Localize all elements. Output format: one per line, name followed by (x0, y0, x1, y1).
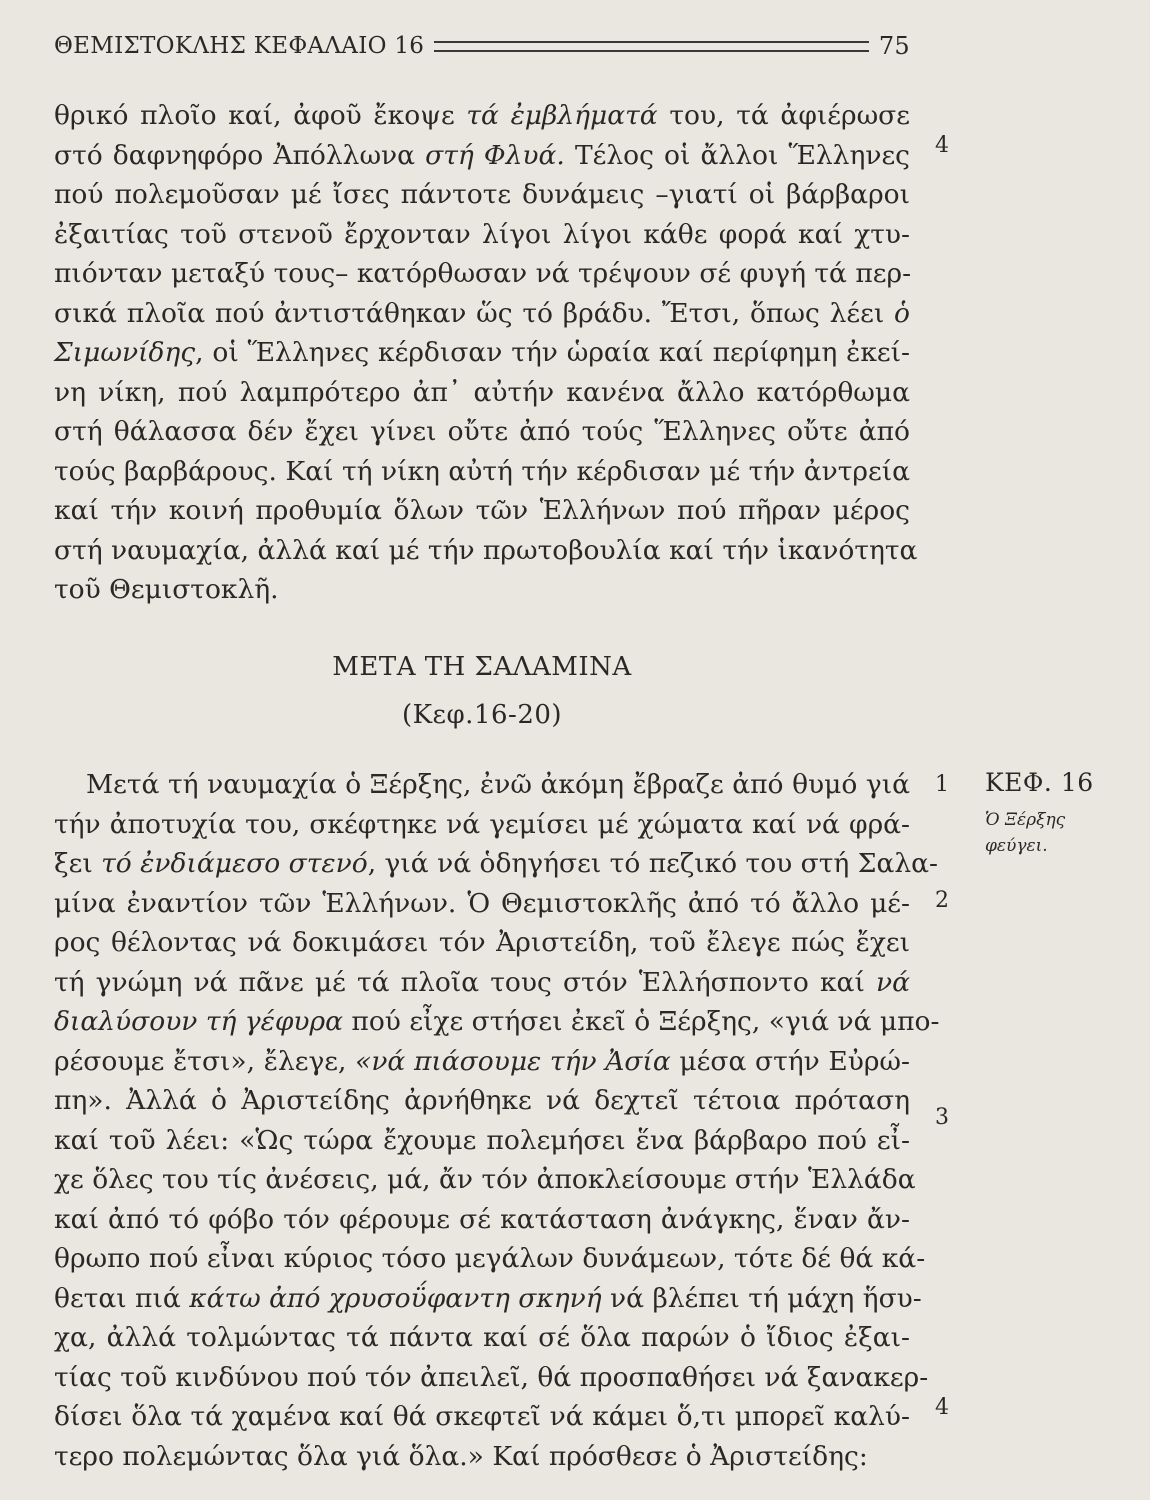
text-run: καί τήν κοινή προθυμία ὅλων τῶν Ἑλλήνων πού πῆραν μέρος (54, 495, 910, 526)
text-run: , γιά νά ὁδηγήσει τό πεζικό του στή Σαλα- (367, 848, 939, 879)
margin-line-number: 4 (935, 133, 949, 158)
text-line (54, 1318, 910, 1358)
text-run: τερο πολεμώντας ὅλα γιά ὅλα.» Καί πρόσθεσε ὁ Ἀριστείδης: (54, 1440, 868, 1472)
text-run: πιόνταν μεταξύ τους– κατόρθωσαν νά τρέψουν σέ φυγή τά περ- (54, 258, 912, 289)
text-line (54, 923, 910, 963)
text-run: τή γνώμη νά πᾶνε μέ τά πλοῖα τους στόν Ἑλλήσποντο καί (54, 966, 876, 998)
text-line (54, 294, 910, 334)
text-run: τούς βαρβάρους. Καί τή νίκη αὐτή τήν κέρδισαν μέ τήν ἀντρεία (54, 455, 910, 487)
text-line (54, 531, 918, 571)
text-run: , οἱ Ἕλληνες κέρδισαν τήν ὡραία καί περίφημη ἐκεί- (195, 337, 910, 368)
text-line (54, 1002, 940, 1042)
text-run: Μετά τή ναυμαχία ὁ Ξέρξης, ἐνῶ ἀκόμη ἔβραζε ἀπό θυμό γιά (86, 769, 910, 800)
section-heading: ΜΕΤΑ ΤΗ ΣΑΛΑΜΙΝΑ (332, 652, 632, 682)
text-line (54, 96, 910, 136)
text-run: στή θάλασσα δέν ἔχει γίνει οὔτε ἀπό τούς Ἕλληνες οὔτε ἀπό (54, 416, 910, 447)
text-line (54, 333, 910, 373)
text-run: τήν ἀποτυχία του, σκέφτηκε νά γεμίσει μέ χώματα καί νά φρά- (54, 808, 910, 840)
text-run: στή ναυμαχία, ἀλλά καί μέ τήν πρωτοβουλία καί τήν ἱκανότητα (54, 534, 918, 566)
text-line (54, 844, 939, 884)
text-run: καί ἀπό τό φόβο τόν φέρουμε σέ κατάσταση ἀνάγκης, ἕναν ἄν- (54, 1203, 910, 1235)
text-line (54, 963, 910, 1003)
text-run: χα, ἀλλά τολμώντας τά πάντα καί σέ ὅλα παρών ὁ ἴδιος ἐξαι- (54, 1322, 910, 1353)
margin-line-number: 2 (935, 888, 949, 913)
text-run: Τέλος οἱ ἄλλοι Ἕλληνες (564, 139, 911, 171)
running-title: ΘΕΜΙΣΤΟΚΛΗΣ ΚΕΦΑΛΑΙΟ 16 (54, 33, 425, 59)
italic-text-run: νά (875, 966, 910, 998)
text-line (54, 1121, 910, 1161)
text-run: θρικό πλοῖο καί, ἀφοῦ ἔκοψε (54, 100, 467, 131)
margin-summary-line: Ὁ Ξέρξης (985, 810, 1066, 830)
italic-text-run: κάτω ἀπό χρυσοΰφαντη σκηνή (189, 1282, 602, 1314)
text-line (54, 805, 910, 845)
text-run: μέσα στήν Εὐρώ- (670, 1045, 910, 1077)
text-line (54, 884, 910, 924)
text-line (54, 175, 910, 215)
italic-text-run: ὁ (894, 297, 910, 329)
text-run: τοῦ Θεμιστοκλῆ. (54, 574, 279, 605)
text-run: θεται πιά (54, 1282, 190, 1314)
margin-line-number: 4 (935, 1395, 949, 1420)
italic-text-run: διαλύσουν τή γέφυρα (54, 1006, 343, 1037)
italic-text-run: τό ἐνδιάμεσο στενό (101, 848, 368, 879)
text-line (54, 1358, 929, 1398)
text-line (54, 1239, 926, 1279)
text-run: ξει (54, 848, 102, 879)
italic-text-run: «νά πιάσουμε τήν Ἀσία (355, 1045, 671, 1077)
margin-summary-line: φεύγει. (985, 836, 1048, 856)
text-run: νά βλέπει τή μάχη ἥσυ- (601, 1282, 922, 1314)
text-line (54, 215, 910, 255)
text-line (54, 1397, 910, 1437)
paragraph-1 (54, 96, 918, 610)
header-double-rule (434, 41, 869, 52)
text-run: στό δαφνηφόρο Ἀπόλλωνα (54, 139, 426, 171)
text-line (54, 254, 910, 294)
margin-line-number: 1 (935, 772, 949, 797)
text-run: μίνα ἐναντίον τῶν Ἑλλήνων. Ὁ Θεμιστοκλῆς ἀπό τό ἄλλο μέ- (54, 887, 910, 919)
italic-text-run: Σιμωνίδης (54, 337, 196, 368)
text-run: ρέσουμε ἔτσι», ἔλεγε, (54, 1045, 356, 1077)
text-line (54, 1042, 910, 1082)
text-line (54, 1279, 922, 1319)
paragraph-2 (54, 765, 940, 1476)
text-line (54, 570, 910, 610)
text-line (54, 452, 910, 492)
text-run: καί τοῦ λέει: «Ὡς τώρα ἔχουμε πολεμήσει ἕνα βάρβαρο πού εἶ- (54, 1124, 910, 1156)
text-run: πού πολεμοῦσαν μέ ἴσες πάντοτε δυνάμεις –γιατί οἱ βάρβαροι (54, 179, 910, 210)
text-run: τίας τοῦ κινδύνου πού τόν ἀπειλεῖ, θά προσπαθήσει νά ξανακερ- (54, 1361, 929, 1393)
page-number: 75 (878, 32, 910, 60)
text-run: πη». Ἀλλά ὁ Ἀριστείδης ἀρνήθηκε νά δεχτεῖ τέτοια πρόταση (54, 1085, 910, 1116)
text-run: θρωπο πού εἶναι κύριος τόσο μεγάλων δυνάμεων, τότε δέ θά κά- (54, 1243, 926, 1274)
margin-chapter-label: ΚΕΦ. 16 (985, 768, 1094, 797)
italic-text-run: τά ἐμβλήματά (466, 100, 658, 131)
text-run: ρος θέλοντας νά δοκιμάσει τόν Ἀριστείδη, τοῦ ἔλεγε πώς ἔχει (54, 927, 910, 958)
section-subheading: (Κεφ.16-20) (401, 700, 563, 730)
margin-line-number: 3 (935, 1105, 949, 1130)
text-line (54, 136, 910, 176)
text-line (54, 1160, 916, 1200)
text-run: του, τά ἀφιέρωσε (657, 100, 910, 131)
italic-text-run: στή Φλυά. (425, 139, 565, 171)
text-line (54, 491, 910, 531)
text-run: πού εἶχε στήσει ἐκεῖ ὁ Ξέρξης, «γιά νά μπο- (343, 1006, 940, 1037)
text-line (54, 373, 910, 413)
text-line (54, 1200, 910, 1240)
text-run: σικά πλοῖα πού ἀντιστάθηκαν ὥς τό βράδυ. Ἔτσι, ὅπως λέει (54, 297, 895, 329)
text-line (54, 1081, 910, 1121)
text-run: δίσει ὅλα τά χαμένα καί θά σκεφτεῖ νά κάμει ὅ,τι μπορεῖ καλύ- (54, 1401, 910, 1432)
text-line (54, 765, 910, 805)
text-run: νη νίκη, πού λαμπρότερο ἀπ᾽ αὐτήν κανένα ἄλλο κατόρθωμα (54, 376, 910, 408)
text-run: χε ὅλες του τίς ἀνέσεις, μά, ἄν τόν ἀποκλείσουμε στήν Ἑλλάδα (54, 1164, 916, 1195)
text-line (54, 412, 910, 452)
text-run: ἐξαιτίας τοῦ στενοῦ ἔρχονταν λίγοι λίγοι κάθε φορά καί χτυ- (54, 218, 910, 250)
text-line (54, 1437, 910, 1477)
running-header (54, 30, 910, 62)
